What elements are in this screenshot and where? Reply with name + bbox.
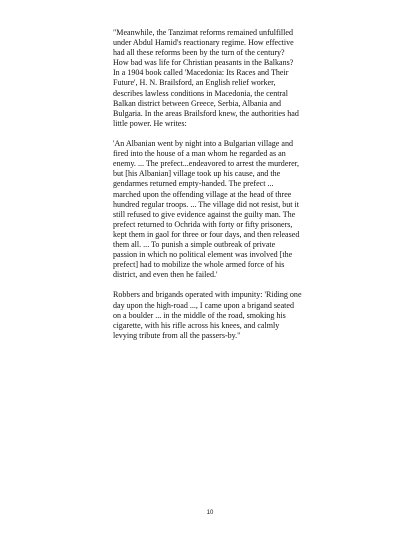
paragraph-intro: "Meanwhile, the Tanzimat reforms remained unfulfilled under Abdul Hamid's reactionary regime. How effective had all these reforms been by the turn of the century? How bad was life for Christian peasants in the Balkans? In a 1904 book called 'Macedonia: Its Races and Their Future', H. N. Brailsford, an English relief worker, describes lawless conditions in Macedonia, the central Balkan district between Greece, Serbia, Albania and Bulgaria. In the areas Brailsford knew, the authorities had little power. He writes:: [113, 28, 299, 128]
paragraph-brigands: Robbers and brigands operated with impunity: 'Riding one day upon the high-road ..., I came upon a brigand seated on a boulder ... in the middle of the road, smoking his cigarette, with his rifle across his knees, and calmly levying tribute from all the passers-by.": [113, 290, 302, 340]
paragraph-quote-albanian: 'An Albanian went by night into a Bulgarian village and fired into the house of a man whom he regarded as an enemy. ... The prefect...endeavored to arrest the murderer, but [his Albanian] village took up his cause, and the gendarmes returned empty-handed. The prefect ... marched upon the offending village at the head of three hundred regular troops. ... The village did not resist, but it still refused to give evidence against the guilty man. The prefect returned to Ochrida with forty or fifty prisoners, kept them in gaol for three or four days, and then released them all. ... To punish a simple outbreak of private passion in which no political element was involved [the prefect] had to mobilize the whole armed force of his district, and even then he failed.': [113, 139, 300, 280]
body-text: [113, 28, 315, 351]
page-number: 10: [206, 510, 214, 516]
